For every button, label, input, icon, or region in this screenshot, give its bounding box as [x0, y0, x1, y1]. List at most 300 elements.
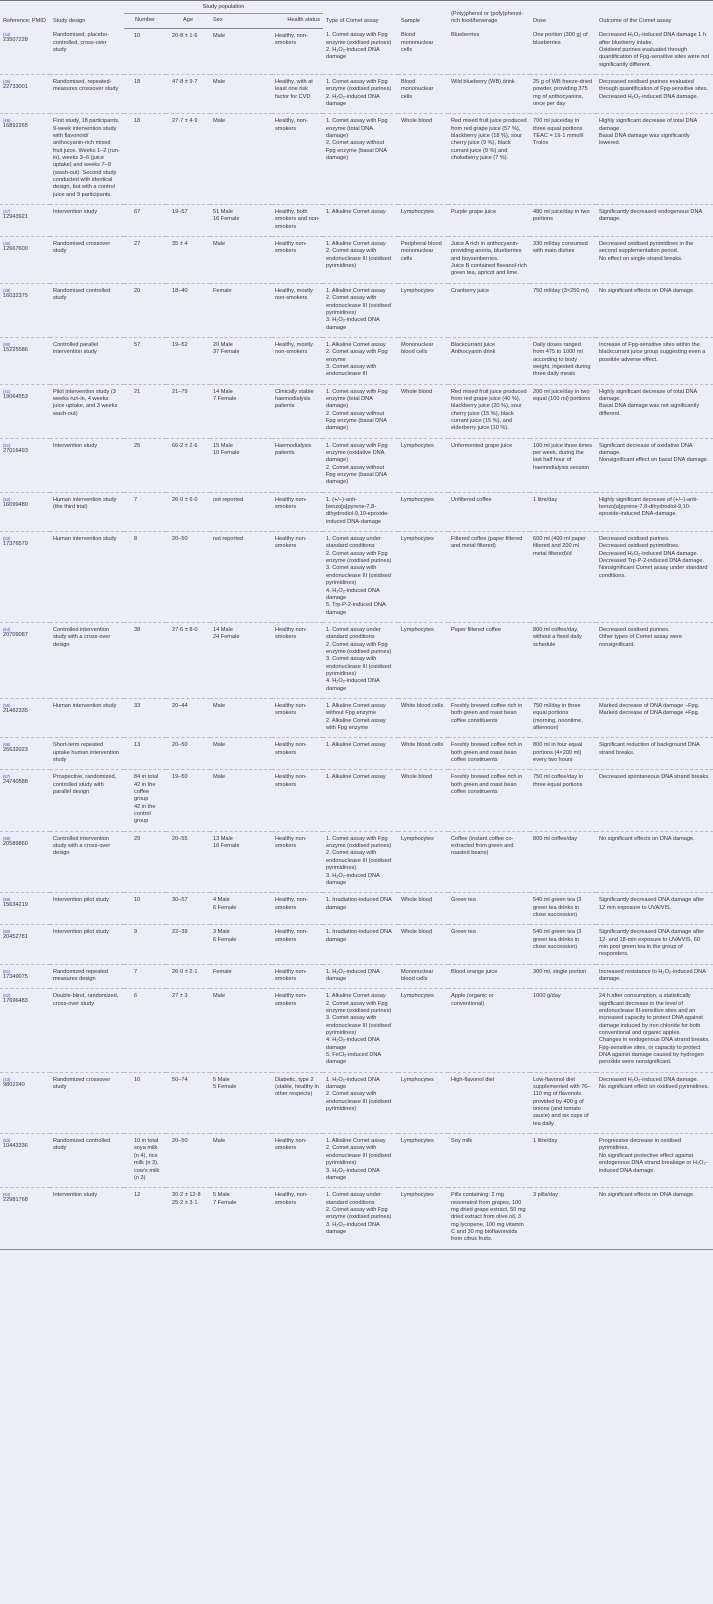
pmid: 27016493: [3, 447, 28, 454]
pmid: 12667600: [3, 246, 28, 253]
cell-dose: 1000 g/day: [533, 993, 561, 1000]
cell-number: 18: [134, 78, 141, 85]
header-design: Study design: [50, 1, 124, 29]
cell-number: 57: [134, 341, 141, 348]
cell-sample: Whole blood: [401, 929, 433, 936]
cell-sex: 5 Male 7 Female: [213, 1192, 237, 1206]
cell-sex: Male: [213, 774, 226, 781]
header-sample: Sample: [398, 1, 448, 29]
cell-assay: 1. Comet assay under standard conditions 2. Comet assay with Fpg enzyme (oxidised purines) 3. Comet assay with endonuclease III (oxidised pyrimidines) 4. H₂O₂-induced DNA damage: [326, 626, 392, 692]
cell-number: 18: [134, 118, 141, 125]
cell-design: Human intervention study (the third trial): [53, 496, 117, 511]
cell-health: Healthy, non-smokers: [275, 897, 308, 911]
cell-reference: [0, 1134, 50, 1188]
cell-design: Controlled intervention study with a cross-over design: [53, 626, 111, 648]
cell-reference: [0, 770, 50, 831]
reference-link[interactable]: (49): [3, 287, 11, 293]
cell-reference: [0, 283, 50, 337]
cell-sample: Lymphocytes: [401, 209, 434, 216]
cell-assay: 1. Comet assay with Fpg enzyme (oxidised purines) 2. Comet assay with endonuclease III (oxidised pyrimidines) 3. H₂O₂-induced DNA damage: [326, 835, 392, 886]
cell-food: Filtered coffee (paper filtered and metal filtered): [451, 536, 523, 550]
cell-sample: Blood mononuclear cells: [401, 78, 434, 100]
cell-food: Unfermented grape juice: [451, 442, 513, 449]
cell-design: Controlled intervention study with a cross-over design: [53, 835, 111, 857]
cell-dose: 600 ml (400 ml paper filtered and 200 ml metal filtered)/d: [533, 536, 586, 557]
header-outcome: Outcome of the Comet assay: [596, 1, 713, 29]
cell-sample: White blood cells: [401, 702, 444, 709]
cell-food: Juice A rich in anthocyanin-providing aronia, blueberries and boysenberries. Juice B contained flavanol-rich green tea, apricot and lime.: [451, 241, 527, 277]
cell-age: 19–50: [172, 774, 188, 781]
cell-age: 30–57: [172, 897, 188, 904]
pmid: 22733001: [3, 83, 28, 90]
table-row: [0, 74, 713, 113]
cell-food: Purple grape juice: [451, 209, 497, 216]
cell-age: 50–74: [172, 1076, 188, 1083]
cell-number: 21: [134, 388, 141, 395]
cell-dose: 800 ml coffee/day: [533, 835, 578, 842]
cell-design: Randomized repeated measures design: [53, 968, 109, 982]
cell-age: 26·0 ± 2·1: [172, 968, 198, 975]
cell-design: Human intervention study: [53, 536, 117, 543]
cell-health: Diabetic, type 2 (stable, healthy in other respects): [275, 1076, 319, 1098]
cell-food: High-flavonol diet: [451, 1076, 495, 1083]
cell-number: 25: [134, 442, 141, 449]
cell-number: 8: [134, 536, 138, 543]
cell-reference: [0, 28, 50, 74]
reference-link[interactable]: (55): [3, 702, 11, 708]
cell-food: Coffee (instant coffee co-extracted from green and roasted beans): [451, 835, 514, 857]
table-row: [0, 237, 713, 284]
cell-sample: Whole blood: [401, 388, 433, 395]
cell-outcome: Decreased H₂O₂-induced DNA damage 1 h after blueberry intake. Oxidised purines evaluated through quantification of Fpg-sensitive sites were not significantly different.: [599, 32, 710, 68]
cell-design: Human intervention study: [53, 702, 117, 709]
cell-age: 22–39: [172, 929, 188, 936]
cell-reference: [0, 989, 50, 1072]
cell-design: Randomized crossover study: [53, 1076, 111, 1091]
cell-dose: 750 ml/day (3×250 ml): [533, 287, 589, 294]
cell-outcome: No significant effects on DNA damage.: [599, 1192, 695, 1199]
cell-outcome: Marked decrease of DNA damage −Fpg. Marked decrease of DNA damage +Fpg.: [599, 702, 700, 717]
table-row: [0, 438, 713, 492]
cell-dose: 540 ml green tea (3 green tea drinks in close succession): [533, 929, 582, 950]
cell-age: 18–40: [172, 287, 188, 294]
cell-design: Randomised, repeated-measures crossover study: [53, 78, 119, 93]
cell-number: 13: [134, 742, 141, 749]
cell-age: 19–57: [172, 209, 188, 216]
cell-food: Soy milk: [451, 1138, 473, 1145]
reference-link[interactable]: (53): [3, 536, 11, 542]
reference-link[interactable]: (63): [3, 1138, 11, 1144]
cell-sample: Whole blood: [401, 774, 433, 781]
cell-assay: 1. Alkaline Comet assay 2. Comet assay with endonuclease III (oxidised pyrimidines): [326, 241, 391, 270]
reference-link[interactable]: (56): [3, 742, 11, 748]
cell-dose: 700 ml juice/day in three equal portions TEAC = 19·1 mmol/l Trolox: [533, 118, 584, 147]
header-assay: Type of Comet assay: [323, 1, 398, 29]
cell-sample: Lymphocytes: [401, 993, 434, 1000]
table-row: [0, 1072, 713, 1133]
table-row: [0, 205, 713, 237]
cell-age: 26·0 ± 6·0: [172, 496, 198, 503]
cell-assay: 1. Alkaline Comet assay: [326, 209, 386, 216]
cell-health: Healthy, non-smokers: [275, 32, 308, 47]
cell-sex: Male: [213, 1138, 226, 1145]
cell-food: Freshly brewed coffee rich in both green and roast bean coffee constituents: [451, 742, 523, 764]
cell-dose: 750 ml/day in three equal portions (morning, noontime, afternoon): [533, 702, 583, 731]
cell-sex: Male: [213, 742, 226, 749]
cell-sex: Male: [213, 32, 226, 39]
cell-design: Intervention study: [53, 209, 98, 216]
cell-sample: Blood mononuclear cells: [401, 32, 434, 53]
cell-age: 66·2 ± 2·6: [172, 442, 198, 449]
reference-link[interactable]: (62): [3, 993, 11, 999]
cell-outcome: Highly significant decrease of total DNA damage. Basal DNA damage was significantly lowered.: [599, 118, 697, 147]
reference-link[interactable]: (58): [3, 835, 11, 841]
cell-number: 6: [134, 993, 138, 1000]
cell-dose: 800 ml coffee/day, without a fixed daily schedule: [533, 626, 582, 648]
table-body: [0, 28, 713, 1249]
cell-dose: 300 ml, single portion: [533, 968, 587, 975]
table-row: [0, 283, 713, 337]
cell-age: 20·8 ± 1·6: [172, 32, 198, 39]
pmid: 16032375: [3, 292, 28, 299]
cell-dose: 330 ml/day consumed with main dishes: [533, 241, 588, 255]
cell-age: 21–79: [172, 388, 188, 395]
cell-assay: 1. H₂O₂-induced DNA damage: [326, 968, 380, 982]
reference-link[interactable]: (59): [3, 897, 11, 903]
cell-health: Clinically stable haemodialysis patients: [275, 388, 314, 410]
cell-number: 10: [134, 32, 141, 39]
table-row: [0, 964, 713, 989]
cell-sex: 13 Male 16 Female: [213, 835, 240, 850]
cell-sample: Lymphocytes: [401, 1192, 434, 1199]
cell-outcome: Increased resistance to H₂O₂-induced DNA damage.: [599, 968, 706, 982]
cell-sex: 14 Male 7 Female: [213, 388, 237, 402]
cell-number: 38: [134, 626, 141, 633]
cell-reference: [0, 622, 50, 698]
cell-health: Healthy non-smokers: [275, 626, 307, 641]
cell-design: Intervention study: [53, 1192, 98, 1199]
cell-outcome: Decreased oxidised purines. Decreased oxidised pyrimidines. Decreased H₂O₂-induced DNA damage. Decreased Trp-P-2-induced DNA damage. Nonsignificant Comet assay under standard conditions.: [599, 536, 708, 579]
cell-outcome: Significantly decreased DNA damage after 12- and 18-min exposure to UVA/VIS, 60 min post green tea in the group of responders.: [599, 929, 705, 958]
reference-link[interactable]: (50): [3, 341, 11, 347]
cell-food: Blood orange juice: [451, 968, 498, 975]
reference-link[interactable]: (44): [3, 32, 11, 38]
cell-assay: 1. Comet assay with Fpg enzyme (total DNA damage) 2. Comet assay without Fpg enzyme (basal DNA damage): [326, 118, 388, 161]
cell-dose: 800 ml in four equal portions (4×200 ml) every two hours: [533, 742, 583, 764]
cell-sample: Lymphocytes: [401, 287, 434, 294]
cell-food: Freshly brewed coffee rich in both green and roast bean coffee constituents: [451, 774, 523, 796]
cell-sample: Lymphocytes: [401, 1138, 434, 1145]
header-study-population: Study population: [124, 1, 323, 14]
cell-sample: Lymphocytes: [401, 835, 434, 842]
cell-age: 20–50: [172, 742, 188, 749]
cell-food: Green tea: [451, 897, 476, 904]
cell-assay: 1. Comet assay with Fpg enzyme (oxidative DNA damage) 2. Comet assay without Fpg enzyme (basal DNA damage): [326, 442, 388, 486]
reference-link[interactable]: (46): [3, 118, 11, 124]
pmid: 16892265: [3, 123, 28, 130]
reference-link[interactable]: (41): [3, 388, 11, 394]
cell-design: Intervention study: [53, 442, 98, 449]
table-row: [0, 384, 713, 438]
cell-food: Red mixed fruit juice produced from red grape juice (40 %), blackberry juice (20 %), sour cherry juice (15 %), black currant juice (15 %), and elderberry juice (10 %).: [451, 388, 527, 432]
cell-design: Intervention pilot study: [53, 897, 109, 904]
cell-number: 9: [134, 929, 138, 936]
cell-age: 47·8 ± 9·7: [172, 78, 198, 85]
table-row: [0, 1188, 713, 1249]
cell-health: Healthy, with at least one risk factor for CVD: [275, 78, 313, 100]
pmid: 20709087: [3, 631, 28, 638]
cell-number: 10: [134, 1076, 141, 1083]
reference-link[interactable]: (64): [3, 1192, 11, 1198]
reference-link[interactable]: (57): [3, 774, 11, 780]
cell-dose: 750 ml coffee/day in three equal portions: [533, 774, 583, 788]
cell-assay: 1. Comet assay under standard conditions 2. Comet assay with Fpg enzyme (oxidised purines) 3. Comet assay with endonuclease III (oxidised pyrimidines) 4. H₂O₂-induced DNA damage 5. Trp-P-2-induced DNA damage: [326, 536, 392, 616]
cell-health: Healthy non-smokers: [275, 993, 307, 1007]
table-row: [0, 492, 713, 531]
cell-dose: 1 litre/day: [533, 1138, 558, 1145]
cell-number: 29: [134, 835, 141, 842]
cell-outcome: Significantly decreased endogenous DNA damage.: [599, 209, 702, 223]
cell-sex: not reported: [213, 536, 244, 543]
cell-sex: Male: [213, 702, 226, 709]
cell-sample: Lymphocytes: [401, 496, 434, 503]
table-row: [0, 831, 713, 892]
cell-number: 67: [134, 209, 141, 216]
cell-outcome: Significant decrease of oxidative DNA damage. Nonsignificant effect on basal DNA damage.: [599, 442, 709, 464]
pmid: 19064553: [3, 393, 28, 400]
cell-age: 35 ± 4: [172, 241, 188, 248]
cell-assay: 1. H₂O₂-induced DNA damage 2. Comet assay with endonuclease III (oxidised pyrimidines): [326, 1076, 391, 1113]
cell-sample: White blood cells: [401, 742, 444, 749]
cell-sample: Lymphocytes: [401, 626, 434, 633]
cell-age: 27·6 ± 8·0: [172, 626, 198, 633]
cell-number: 7: [134, 968, 138, 975]
cell-reference: [0, 74, 50, 113]
pmid: 17696483: [3, 998, 28, 1005]
cell-age: 20–44: [172, 702, 188, 709]
cell-age: 27 ± 3: [172, 993, 188, 1000]
cell-design: Double-blind, randomized, cross-over study: [53, 993, 119, 1007]
cell-sample: Lymphocytes: [401, 1076, 434, 1083]
reference-link[interactable]: (61): [3, 968, 11, 974]
cell-reference: [0, 925, 50, 964]
cell-reference: [0, 438, 50, 492]
cell-food: Paper filtered coffee: [451, 626, 501, 633]
cell-health: Healthy non-smokers: [275, 536, 307, 550]
cell-design: Intervention pilot study: [53, 929, 109, 936]
table-row: [0, 893, 713, 925]
cell-sex: 4 Male 6 Female: [213, 897, 237, 911]
table-row: [0, 1134, 713, 1188]
cell-sex: Male: [213, 118, 226, 125]
cell-sex: 3 Male 6 Female: [213, 929, 237, 943]
header-health: Health status: [272, 14, 323, 28]
cell-reference: [0, 114, 50, 205]
cell-sex: Male: [213, 241, 226, 248]
cell-design: Prospective, randomized, controlled study with parallel design: [53, 774, 117, 796]
cell-sample: Mononuclear blood cells: [401, 968, 434, 982]
cell-number: 20: [134, 287, 141, 294]
cell-reference: [0, 337, 50, 384]
header-food: (Poly)phenol or (poly)phenol-rich food/beverage: [448, 1, 530, 29]
cell-reference: [0, 492, 50, 531]
cell-reference: [0, 738, 50, 770]
cell-sample: Mononuclear blood cells: [401, 341, 434, 356]
cell-sample: Peripheral blood mononuclear cells: [401, 241, 442, 262]
cell-design: Randomized controlled study: [53, 1138, 111, 1152]
cell-reference: [0, 893, 50, 925]
cell-sample: Whole blood: [401, 118, 433, 125]
cell-outcome: Decreased oxidised pyrimidines in the second supplementation period. No effect on single-strand breaks.: [599, 241, 694, 262]
cell-number: 10: [134, 897, 141, 904]
cell-reference: [0, 1188, 50, 1249]
cell-design: First study, 18 participants, 9-week intervention study with flavonoid/ anthocyanin-rich mixed fruit juice. Weeks 1–2 (run-in), weeks 3–6 (juice uptake) and weeks 7–9 (wash-out). Second study conducted with identical design, but with a control juice and 9 participants.: [53, 118, 120, 198]
pmid: 17349075: [3, 973, 28, 980]
reference-link[interactable]: (43): [3, 1076, 11, 1082]
cell-number: 7: [134, 496, 138, 503]
cell-health: Haemodialysis patients: [275, 442, 312, 456]
reference-link[interactable]: (51): [3, 442, 11, 448]
cell-outcome: Significant reduction of background DNA strand breaks.: [599, 742, 700, 756]
cell-assay: 1. Comet assay with Fpg enzyme (oxidised purines) 2. H₂O₂-induced DNA damage: [326, 32, 392, 61]
cell-food: Wild blueberry (WB) drink: [451, 78, 515, 85]
cell-assay: 1. Alkaline Comet assay: [326, 774, 386, 781]
cell-number: 12: [134, 1192, 141, 1199]
cell-age: 27·7 ± 4·9: [172, 118, 198, 125]
cell-age: 30·2 ± 12·8 25·2 ± 3·1: [172, 1192, 201, 1206]
cell-design: Short-term repeated uptake human intervention study: [53, 742, 119, 764]
pmid: 20452781: [3, 934, 28, 941]
table-row: [0, 925, 713, 964]
cell-sex: 5 Male 5 Female: [213, 1076, 237, 1091]
reference-link[interactable]: (60): [3, 929, 11, 935]
cell-reference: [0, 384, 50, 438]
cell-health: Healthy non-smokers: [275, 702, 307, 717]
cell-assay: 1. Alkaline Comet assay 2. Comet assay with endonuclease III (oxidised pyrimidines) 3. H₂O₂-induced DNA damage: [326, 1138, 391, 1181]
cell-dose: 3 pills/day: [533, 1192, 558, 1199]
table-row: [0, 738, 713, 770]
pmid: 22981768: [3, 1197, 28, 1204]
pmid: 26632023: [3, 747, 28, 754]
cell-reference: [0, 532, 50, 623]
cell-age: 20–50: [172, 536, 188, 543]
table-row: [0, 532, 713, 623]
pmid: 17376579: [3, 541, 28, 548]
cell-reference: [0, 237, 50, 284]
pmid: 15634219: [3, 902, 28, 909]
reference-link[interactable]: (48): [3, 241, 11, 247]
table-row: [0, 114, 713, 205]
header-number: Number: [124, 14, 166, 28]
cell-outcome: Highly significant decrease of total DNA damage. Basal DNA damage was not significantly different.: [599, 388, 700, 417]
cell-food: Apple (organic or conventional): [451, 993, 494, 1007]
header-age: Age: [166, 14, 210, 28]
cell-health: Healthy, non-smokers: [275, 1192, 308, 1206]
pmid: 20589860: [3, 840, 28, 847]
table-header: [0, 1, 713, 29]
reference-link[interactable]: (52): [3, 496, 11, 502]
cell-sample: Lymphocytes: [401, 442, 434, 449]
cell-food: Blueberries: [451, 32, 480, 39]
cell-outcome: Significantly decreased DNA damage after 12 min exposure to UVA/VIS.: [599, 897, 705, 911]
cell-health: Healthy non-smokers: [275, 968, 307, 982]
cell-reference: [0, 831, 50, 892]
cell-assay: 1. Irradiation-induced DNA damage: [326, 929, 392, 943]
cell-health: Healthy non-smokers: [275, 835, 307, 850]
reference-link[interactable]: (47): [3, 209, 11, 215]
cell-dose: Daily doses ranged from 475 to 1000 ml according to body weight, ingested during three daily meals: [533, 341, 591, 378]
cell-health: Healthy, mostly non-smokers: [275, 341, 313, 356]
cell-assay: 1. Alkaline Comet assay without Fpg enzyme 2. Alkaline Comet assay with Fpg enzyme: [326, 702, 386, 731]
cell-outcome: Progressive decrease in oxidised pyrimidines. No significant protective effect against endogenous DNA strand breakage or H₂O₂-induced DNA damage.: [599, 1138, 708, 1174]
table-row: [0, 28, 713, 74]
cell-health: Healthy, both smokers and non-smokers: [275, 209, 320, 230]
cell-outcome: No significant effects on DNA damage.: [599, 287, 695, 294]
cell-assay: 1. Comet assay under standard conditions 2. Comet assay with Fpg enzyme (oxidised purines) 3. H₂O₂-induced DNA damage: [326, 1192, 392, 1235]
reference-link[interactable]: (45): [3, 78, 11, 84]
cell-health: Healthy non-smokers: [275, 1138, 307, 1152]
cell-food: Green tea: [451, 929, 476, 936]
cell-outcome: Decreased oxidised purines evaluated through quantification of Fpg-sensitive sites. Decreased H₂O₂-induced DNA damage.: [599, 78, 709, 100]
pmid: 10443336: [3, 1143, 28, 1150]
cell-food: Blackcurrant juice Anthocyanin drink: [451, 341, 496, 356]
reference-link[interactable]: (54): [3, 626, 11, 632]
cell-sex: Female: [213, 287, 232, 294]
cell-health: Healthy, non-smokers: [275, 118, 308, 132]
cell-outcome: Highly significant decrease of (+/−)-anti-benzo[a]pyrene-7,8-dihydrodiol-9,10-epoxide-induced DNA-damage.: [599, 496, 698, 518]
pmid: 24740588: [3, 779, 28, 786]
table-row: [0, 622, 713, 698]
pmid: 12943921: [3, 214, 28, 221]
cell-sample: Whole blood: [401, 897, 433, 904]
cell-assay: 1. (+/−)-anti-benzo[a]pyrene-7,8-dihydrodiol-9,10-epoxide-induced DNA-damage: [326, 496, 390, 525]
cell-outcome: No significant effects on DNA damage.: [599, 835, 695, 842]
cell-design: Randomised, placebo-controlled, cross-over study: [53, 32, 109, 53]
cell-health: Healthy non-smokers: [275, 742, 307, 756]
cell-age: 20–55: [172, 835, 188, 842]
cell-dose: 480 ml juice/day in two portions: [533, 209, 590, 223]
cell-health: Healthy non-smokers: [275, 774, 307, 788]
cell-design: Controlled parallel intervention study: [53, 341, 99, 356]
cell-outcome: Decreased oxidised purines. Other types of Comet assay were nonsignificant.: [599, 626, 683, 648]
cell-health: Healthy non-smokers: [275, 241, 307, 255]
cell-number: 84 in total 42 in the coffee group 42 in the control group: [134, 774, 159, 825]
cell-reference: [0, 698, 50, 737]
cell-reference: [0, 964, 50, 989]
cell-food: Unfiltered coffee: [451, 496, 492, 503]
cell-outcome: 24 h after consumption, a statistically significant decrease in the level of endonuclease III-sensitive sites and an increased capacity to protect DNA against damage induced by iron chloride for both conventional and organic apples. Changes in endogenous DNA strand breaks, Fpg-sensitive sites, or capacity to protect DNA against damage caused by hydrogen peroxide were nonsignificant.: [599, 993, 710, 1066]
cell-sex: 20 Male 37 Female: [213, 341, 240, 356]
cell-outcome: Increase of Fpg-sensitive sites within the blackcurrant juice group suggesting even a possible adverse effect.: [599, 341, 706, 363]
cell-reference: [0, 205, 50, 237]
pmid: 15225586: [3, 346, 28, 353]
cell-dose: One portion (300 g) of blueberries: [533, 32, 588, 46]
cell-dose: 1 litre/day: [533, 496, 558, 503]
cell-sex: 15 Male 10 Female: [213, 442, 240, 456]
cell-number: 27: [134, 241, 141, 248]
cell-design: Randomised controlled study: [53, 287, 111, 302]
cell-food: Freshly brewed coffee rich in both green and roast bean coffee constituents: [451, 702, 523, 724]
cell-assay: 1. Alkaline Comet assay 2. Comet assay with endonuclease III (oxidised pyrimidines) 3. H₂O₂-induced DNA damage: [326, 287, 391, 331]
cell-sex: not reported: [213, 496, 244, 503]
cell-outcome: Decreased spontaneous DNA strand breaks.: [599, 774, 710, 781]
cell-sex: 14 Male 24 Female: [213, 626, 240, 641]
pmid: 16099480: [3, 501, 28, 508]
pmid: 9802240: [3, 1081, 25, 1088]
cell-food: Cranberry juice: [451, 287, 489, 294]
cell-health: Healthy, mostly non-smokers: [275, 287, 313, 302]
cell-design: Pilot intervention study (3 weeks run-in, 4 weeks juice uptake, and 3 weeks wash-out): [53, 388, 118, 417]
